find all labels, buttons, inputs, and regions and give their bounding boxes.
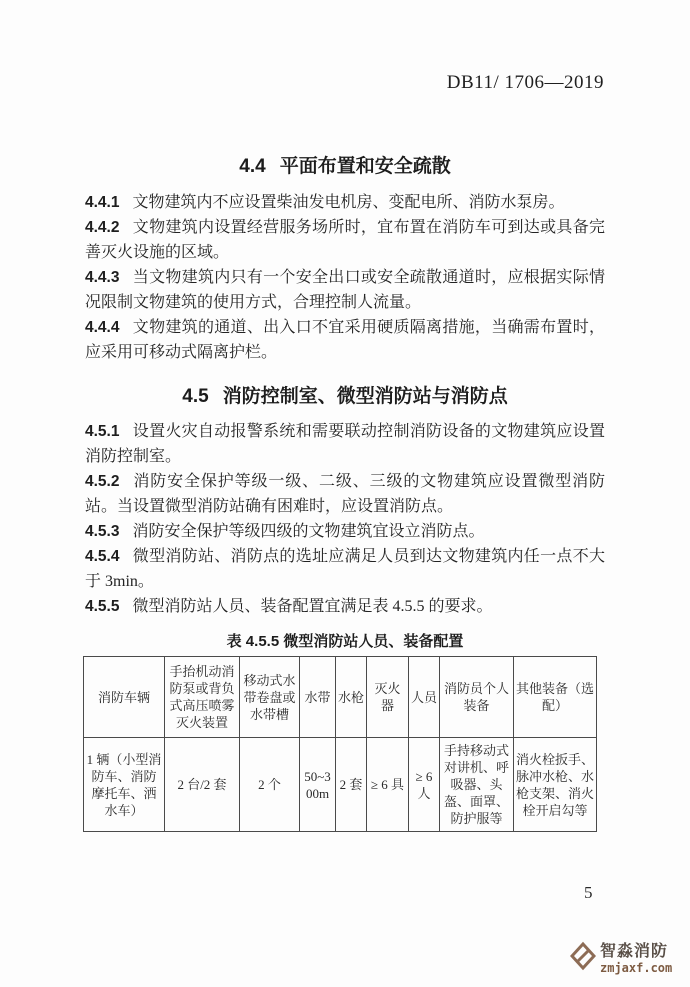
table-row [84, 738, 597, 832]
watermark-brand-name: 智淼消防 [600, 942, 669, 960]
clause-number: 4.4.4 [85, 319, 120, 336]
table-cell: 手持移动式对讲机、呼吸器、头盔、面罩、防护服等 [440, 738, 514, 832]
watermark-site-url: zmjaxf.com [600, 960, 673, 975]
column-header: 手抬机动消防泵或背负式高压喷雾灭火装置 [165, 657, 240, 738]
table-cell: 1 辆（小型消防车、消防摩托车、洒水车） [84, 738, 165, 832]
watermark-logo [570, 941, 672, 976]
clause-number: 4.5.5 [85, 598, 120, 615]
column-header: 水枪 [336, 657, 367, 738]
table-caption: 表 4.5.5 微型消防站人员、装备配置 [226, 633, 464, 650]
section-4-4-clauses [85, 190, 605, 365]
section-title: 平面布置和安全疏散 [279, 156, 451, 177]
clause-4-4-4 [85, 315, 605, 365]
table-cell: 消火栓扳手、脉冲水枪、水枪支架、消火栓开启勾等 [514, 738, 597, 832]
clause-text: 微型消防站人员、装备配置宜满足表 4.5.5 的要求。 [132, 598, 493, 615]
clause-number: 4.4.1 [85, 194, 120, 211]
column-header: 其他装备（选配） [514, 657, 597, 738]
clause-4-5-5 [85, 594, 605, 619]
table-cell: ≥ 6 人 [409, 738, 440, 832]
page-number: 5 [584, 883, 593, 902]
table-header-row [84, 657, 597, 738]
equipment-table [83, 656, 597, 832]
clause-number: 4.4.3 [85, 269, 120, 286]
clause-4-4-3 [85, 265, 605, 315]
clause-text: 消防安全保护等级一级、二级、三级的文物建筑应设置微型消防站。当设置微型消防站确有困难时，应设置消防点。 [85, 473, 605, 515]
section-4-5-clauses [85, 419, 605, 619]
clause-number: 4.5.2 [85, 473, 120, 490]
column-header: 移动式水带卷盘或水带槽 [240, 657, 300, 738]
table-cell: 2 套 [336, 738, 367, 832]
clause-number: 4.5.4 [85, 548, 120, 565]
column-header: 消防车辆 [84, 657, 165, 738]
clause-text: 微型消防站、消防点的选址应满足人员到达文物建筑内任一点不大于 3min。 [85, 548, 605, 590]
clause-text: 设置火灾自动报警系统和需要联动控制消防设备的文物建筑应设置消防控制室。 [85, 423, 605, 465]
clause-text: 当文物建筑内只有一个安全出口或安全疏散通道时，应根据实际情况限制文物建筑的使用方式，合理控制人流量。 [85, 269, 605, 311]
clause-text: 文物建筑内不应设置柴油发电机房、变配电所、消防水泵房。 [132, 194, 565, 211]
section-title: 消防控制室、微型消防站与消防点 [222, 386, 508, 407]
clause-4-4-2 [85, 215, 605, 265]
clause-number: 4.5.3 [85, 523, 120, 540]
clause-text: 文物建筑的通道、出入口不宜采用硬质隔离措施，当确需布置时，应采用可移动式隔离护栏。 [85, 319, 605, 361]
section-heading-4-4 [0, 151, 690, 178]
diamond-brand-mark-icon [570, 941, 596, 976]
table-cell: 2 个 [240, 738, 300, 832]
clause-text: 消防安全保护等级四级的文物建筑宜设立消防点。 [132, 523, 485, 540]
clause-4-5-3 [85, 519, 605, 544]
column-header: 水带 [300, 657, 336, 738]
watermark-text [600, 943, 672, 975]
column-header: 消防员个人装备 [440, 657, 514, 738]
section-number: 4.5 [182, 386, 209, 407]
clause-text: 文物建筑内设置经营服务场所时，宜布置在消防车可到达或具备完善灭火设施的区域。 [85, 219, 605, 261]
clause-number: 4.4.2 [85, 219, 120, 236]
clause-4-4-1 [85, 190, 605, 215]
clause-4-5-1 [85, 419, 605, 469]
standard-code-header: DB11/ 1706—2019 [446, 72, 604, 93]
column-header: 人员 [409, 657, 440, 738]
clause-4-5-4 [85, 544, 605, 594]
table-cell: 50~300m [300, 738, 336, 832]
section-heading-4-5 [0, 381, 690, 408]
clause-number: 4.5.1 [85, 423, 120, 440]
table-cell: ≥ 6 具 [367, 738, 409, 832]
section-number: 4.4 [239, 156, 266, 177]
clause-4-5-2 [85, 469, 605, 519]
table-cell: 2 台/2 套 [165, 738, 240, 832]
column-header: 灭火器 [367, 657, 409, 738]
